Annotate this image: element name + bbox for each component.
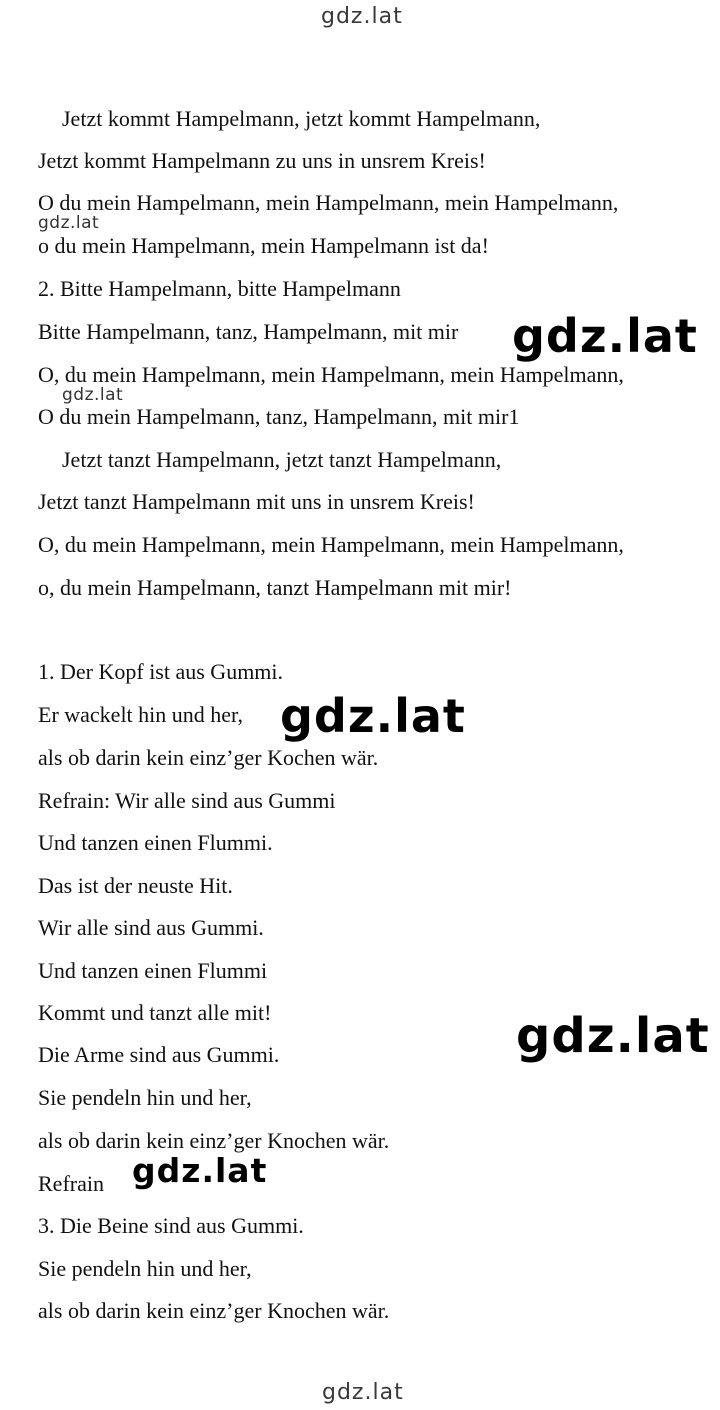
song1-line-9: Jetzt tanzt Hampelmann, jetzt tanzt Hampelmann, — [62, 447, 502, 472]
song2-line-1: 1. Der Kopf ist aus Gummi. — [38, 659, 284, 684]
song2-line-11: Sie pendeln hin und her, — [38, 1085, 252, 1110]
song1-line-10: Jetzt tanzt Hampelmann mit uns in unsrem Kreis! — [38, 489, 475, 514]
song1-line-7: O, du mein Hampelmann, mein Hampelmann, mein Hampelmann, — [38, 362, 624, 387]
song2-line-8: Und tanzen einen Flummi — [38, 958, 268, 983]
watermark-top: gdz.lat — [321, 4, 403, 29]
song1-line-6: Bitte Hampelmann, tanz, Hampelmann, mit mir — [38, 319, 459, 344]
song2-line-16: als ob darin kein einz’ger Knochen wär. — [38, 1298, 390, 1323]
watermark-overlay-big-4: gdz.lat — [128, 1154, 271, 1187]
song2-line-5: Und tanzen einen Flummi. — [38, 830, 273, 855]
song1-line-11: O, du mein Hampelmann, mein Hampelmann, mein Hampelmann, — [38, 532, 624, 557]
watermark-overlay-small-2: gdz.lat — [62, 385, 124, 405]
song2-line-14: 3. Die Beine sind aus Gummi. — [38, 1213, 304, 1238]
song2-line-3: als ob darin kein einz’ger Kochen wär. — [38, 745, 379, 770]
song2-line-13: Refrain — [38, 1171, 104, 1196]
song1-line-8: O du mein Hampelmann, tanz, Hampelmann, mit mir1 — [38, 404, 520, 429]
watermark-bottom: gdz.lat — [322, 1380, 404, 1405]
song2-line-10: Die Arme sind aus Gummi. — [38, 1042, 280, 1067]
song2-line-6: Das ist der neuste Hit. — [38, 873, 233, 898]
song1-line-4: o du mein Hampelmann, mein Hampelmann ist da! — [38, 233, 489, 258]
watermark-overlay-big-1: gdz.lat — [508, 313, 702, 359]
song1-line-2: Jetzt kommt Hampelmann zu uns in unsrem Kreis! — [38, 148, 486, 173]
watermark-overlay-small-1: gdz.lat — [38, 213, 100, 233]
song1-line-5: 2. Bitte Hampelmann, bitte Hampelmann — [38, 276, 401, 301]
song1-line-12: o, du mein Hampelmann, tanzt Hampelmann mit mir! — [38, 575, 512, 600]
song2-line-15: Sie pendeln hin und her, — [38, 1256, 252, 1281]
song1-line-1: Jetzt kommt Hampelmann, jetzt kommt Hampelmann, — [62, 106, 541, 131]
watermark-overlay-big-2: gdz.lat — [276, 693, 470, 739]
song2-line-4: Refrain: Wir alle sind aus Gummi — [38, 788, 336, 813]
song2-line-2: Er wackelt hin und her, — [38, 702, 243, 727]
song2-line-12: als ob darin kein einz’ger Knochen wär. — [38, 1128, 390, 1153]
song2-line-7: Wir alle sind aus Gummi. — [38, 915, 264, 940]
song2-line-9: Kommt und tanzt alle mit! — [38, 1000, 272, 1025]
watermark-overlay-big-3: gdz.lat — [512, 1012, 714, 1060]
song1-line-3: O du mein Hampelmann, mein Hampelmann, mein Hampelmann, — [38, 190, 619, 215]
